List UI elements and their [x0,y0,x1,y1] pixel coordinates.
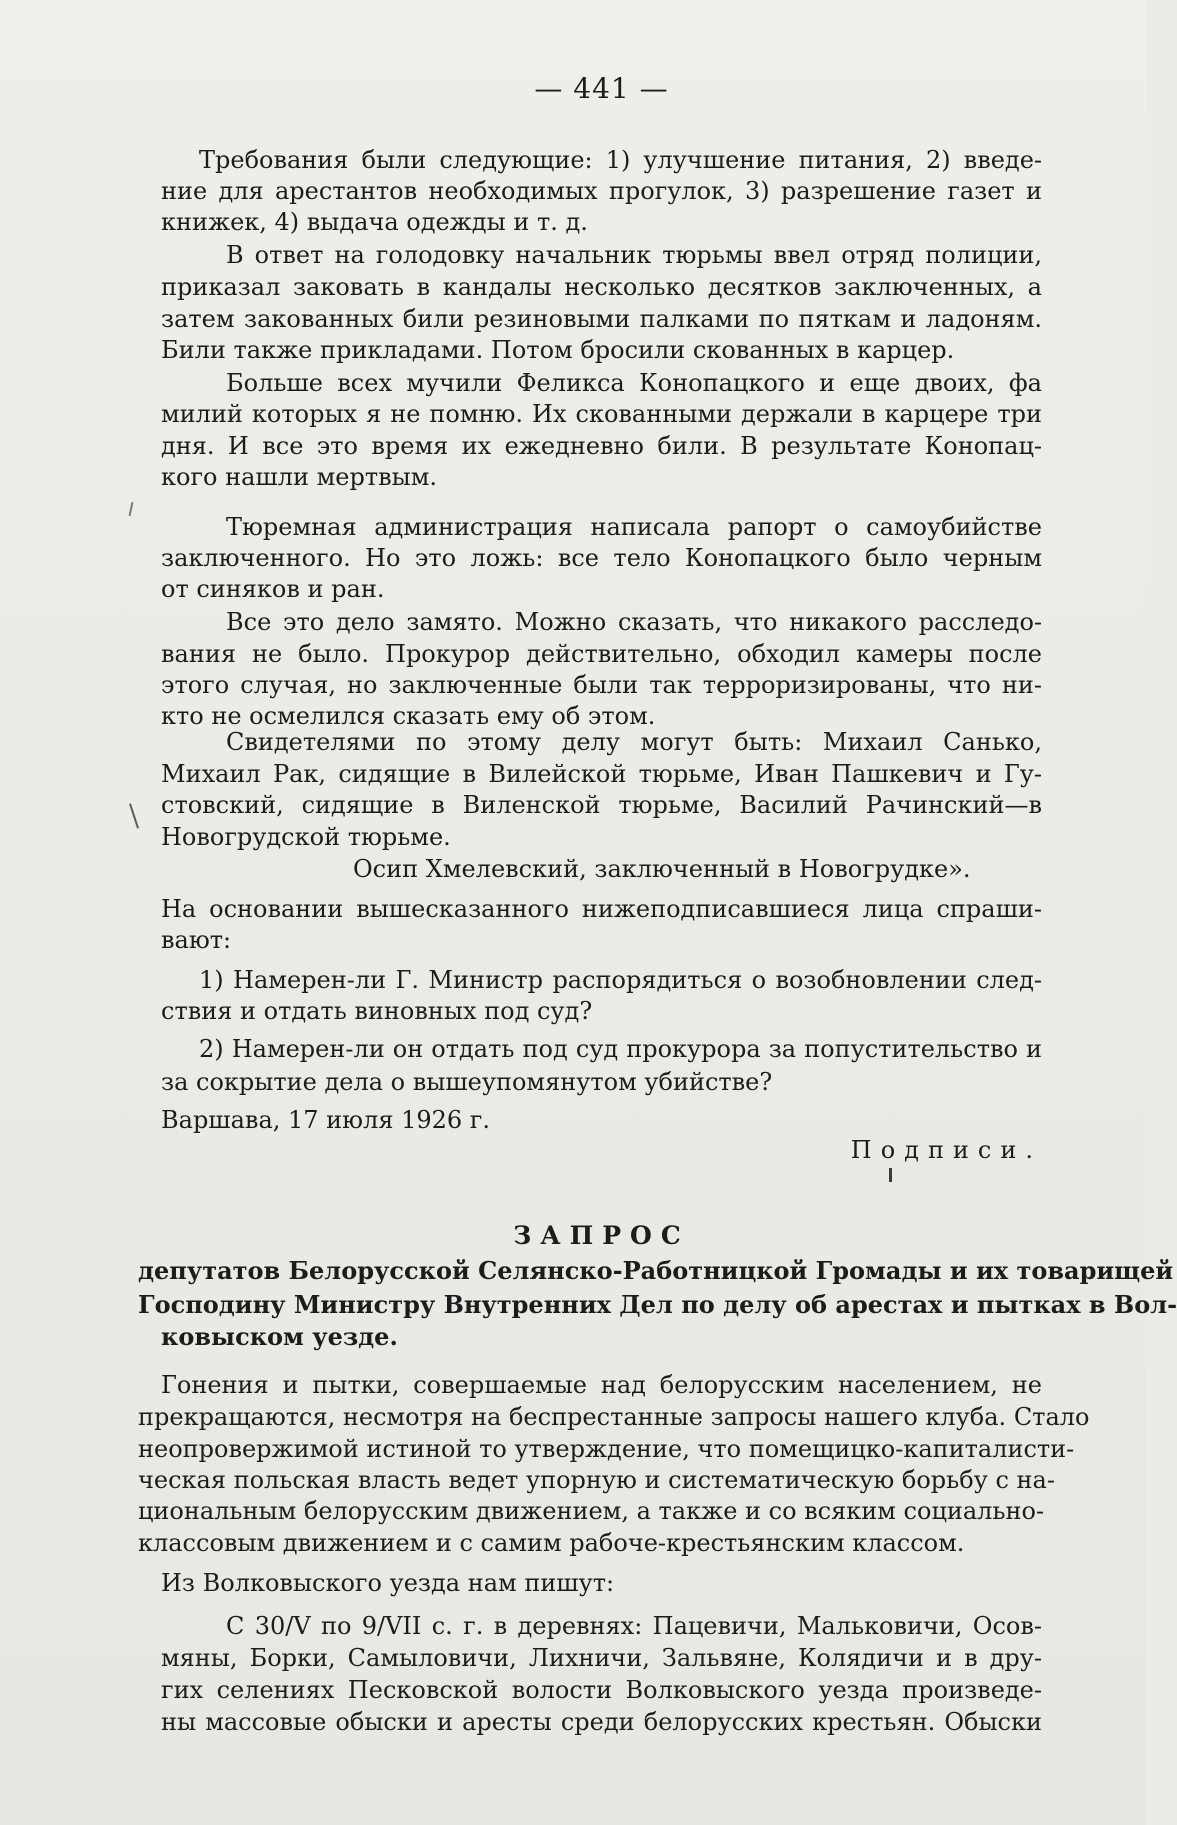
section-heading-line: Господину Министру Внутренних Дел по делу об арестах и пытках в Вол- [138,1290,1177,1319]
scan-mark [889,1168,892,1182]
text-line: циональным белорусским движением, а также и со всяким социально- [138,1497,1045,1525]
question-item: за сокрытие дела о вышеупомянутом убийстве? [161,1068,773,1096]
section-title: ЗАПРОС [513,1221,690,1250]
text-line: Все это дело замято. Можно сказать, что никакого расследо- [226,608,1042,636]
question-item: 2) Намерен-ли он отдать под суд прокурора за попустительство и [199,1035,1042,1063]
text-line: Требования были следующие: 1) улучшение питания, 2) введе- [199,146,1042,174]
text-line: Михаил Рак, сидящие в Вилейской тюрьме, Иван Пашкевич и Гу- [161,760,1042,788]
text-line: ческая польская власть ведет упорную и систематическую борьбу с на- [138,1466,1055,1494]
text-line: приказал заковать в кандалы несколько десятков заключенных, а [161,273,1042,301]
question-item: 1) Намерен-ли Г. Министр распорядиться о возобновлении след- [199,966,1042,994]
text-line: стовский, сидящие в Виленской тюрьме, Василий Рачинский—в [161,791,1042,819]
text-line: Тюремная администрация написала рапорт о самоубийстве [226,513,1042,541]
text-line: от синяков и ран. [161,575,385,603]
text-line: мяны, Борки, Самыловичи, Лихничи, Зальвяне, Колядичи и в дру- [161,1644,1042,1672]
text-line: Гонения и пытки, совершаемые над белорусским населением, не [161,1371,1042,1399]
text-line: вания не было. Прокурор действительно, обходил камеры после [161,640,1042,668]
question-item: ствия и отдать виновных под суд? [161,997,593,1025]
text-line: заключенного. Но это ложь: все тело Конопацкого было черным [161,544,1042,572]
signatures-label: Подписи. [850,1136,1042,1164]
text-line: классовым движением и с самим рабоче-крестьянским классом. [138,1529,965,1557]
section-heading-line: ковыском уезде. [161,1322,398,1351]
scan-mark [129,803,139,828]
text-line: С 30/V по 9/VII с. г. в деревнях: Пацевичи, Мальковичи, Осов- [226,1612,1042,1640]
text-line: Свидетелями по этому делу могут быть: Михаил Санько, [226,728,1042,756]
page-number: — 441 — [534,72,669,105]
text-line: прекращаются, несмотря на беспрестанные запросы нашего клуба. Стало [138,1403,1090,1431]
text-line: ны массовые обыски и аресты среди белорусских крестьян. Обыски [161,1708,1042,1736]
text-line: ние для арестантов необходимых прогулок, 3) разрешение газет и [161,177,1042,205]
text-line: В ответ на голодовку начальник тюрьмы ввел отряд полиции, [226,241,1042,269]
section-heading-line: депутатов Белорусской Селянско-Работницкой Громады и их товарищей [138,1256,1174,1285]
text-line: дня. И все это время их ежедневно били. В результате Конопац- [161,432,1042,460]
text-line: милий которых я не помню. Их скованными держали в карцере три [161,400,1042,428]
text-line: кого нашли мертвым. [161,463,438,491]
text-line: Новогрудской тюрьме. [161,823,451,851]
text-line: Из Волковыского уезда нам пишут: [161,1569,615,1597]
text-line: Били также прикладами. Потом бросили скованных в карцер. [161,336,955,364]
text-line: На основании вышесказанного нижеподписавшиеся лица спраши- [161,895,1042,923]
date-line: Варшава, 17 июля 1926 г. [161,1106,490,1134]
text-line: Больше всех мучили Феликса Конопацкого и еще двоих, фа [226,369,1042,397]
letter-signature: Осип Хмелевский, заключенный в Новогрудке». [353,855,971,883]
text-line: неопровержимой истиной то утверждение, что помещицко-капиталисти- [138,1435,1075,1463]
text-line: этого случая, но заключенные были так терроризированы, что ни- [161,671,1042,699]
scan-mark [129,502,134,516]
text-line: вают: [161,926,232,954]
text-line: кто не осмелился сказать ему об этом. [161,702,656,730]
text-line: книжек, 4) выдача одежды и т. д. [161,208,588,236]
text-line: гих селениях Песковской волости Волковыского уезда произведе- [161,1676,1042,1704]
text-line: затем закованных били резиновыми палками по пяткам и ладоням. [161,305,1042,333]
